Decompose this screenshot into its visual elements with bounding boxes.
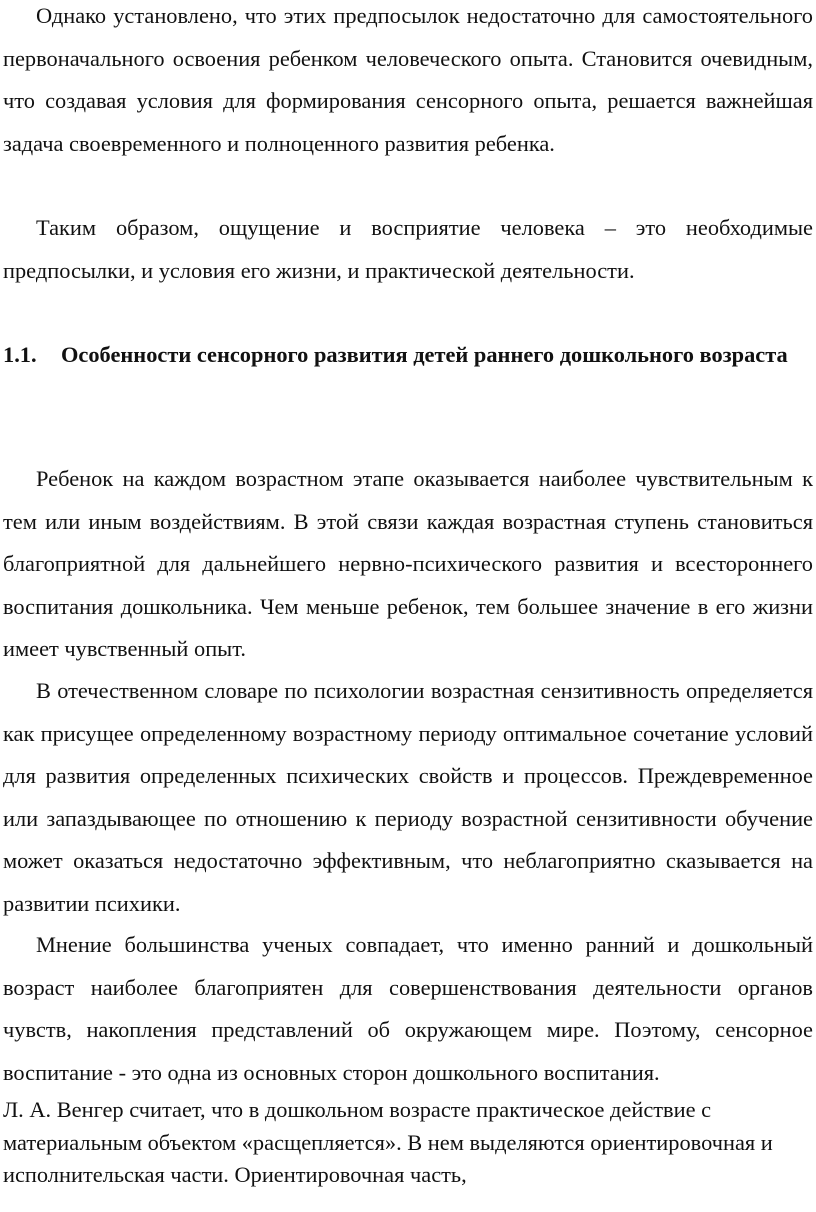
paragraph-psychology-dictionary: В отечественном словаре по психологии возрастная сензитивность определяется как присущее определенному возрастному периоду оптимальное сочетание условий для развития определенных психических свойств и процессов. Преждевременное или запаздывающее по отношению к периоду возрастной сензитивности обучение может оказаться недостаточно эффективным, что неблагоприятно сказывается на развитии психики. [3,678,813,916]
section-heading [3,334,813,375]
paragraph-perception-conclusion: Таким образом, ощущение и восприятие человека – это необходимые предпосылки, и условия его жизни, и практической деятельности. [3,215,813,283]
section-title: Особенности сенсорного развития детей раннего дошкольного возраста [61,342,788,367]
paragraph-age-sensitivity: Ребенок на каждом возрастном этапе оказывается наиболее чувствительным к тем или иным воздействиям. В этой связи каждая возрастная ступень становиться благоприятной для дальнейшего нервно-психического развития и всестороннего воспитания дошкольника. Чем меньше ребенок, тем большее значение в его жизни имеет чувственный опыт. [3,466,813,662]
section-number: 1.1. [3,342,37,367]
paragraph-venger: Л. А. Венгер считает, что в дошкольном возрасте практическое действие с материальным объектом «расщепляется». В нем выделяются ориентировочная и исполнительская части. Ориентировочная часть, [3,1097,773,1187]
paragraph-scientists-opinion: Мнение большинства ученых совпадает, что именно ранний и дошкольный возраст наиболее благоприятен для совершенствования деятельности органов чувств, накопления представлений об окружающем мире. Поэтому, сенсорное воспитание - это одна из основных сторон дошкольного воспитания. [3,932,813,1085]
paragraph-sensory-experience: Однако установлено, что этих предпосылок недостаточно для самостоятельного первоначального освоения ребенком человеческого опыта. Становится очевидным, что создавая условия для формирования сенсорного опыта, решается важнейшая задача своевременного и полноценного развития ребенка. [3,3,813,156]
